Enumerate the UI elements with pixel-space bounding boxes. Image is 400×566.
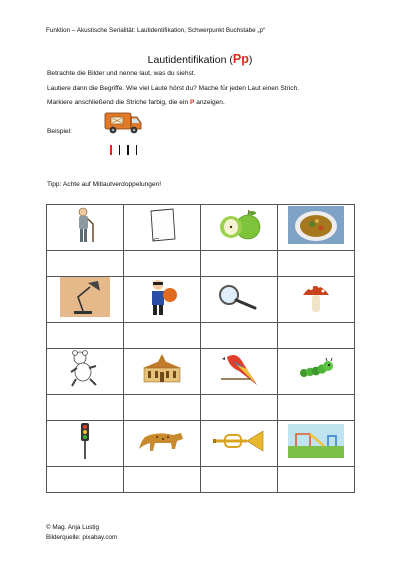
answer-cell[interactable] [124, 251, 201, 277]
grid-cell [124, 349, 201, 395]
answer-cell[interactable] [124, 323, 201, 349]
answer-cell[interactable] [278, 323, 355, 349]
answer-cell[interactable] [47, 467, 124, 493]
instruction-1: Betrachte die Bilder und nenne laut, was du siehst. [47, 70, 196, 77]
mushroom-icon [301, 279, 331, 320]
sound-stroke [127, 145, 129, 155]
grid-cell [47, 277, 124, 323]
grid-cell [47, 349, 124, 395]
answer-cell[interactable] [201, 395, 278, 421]
answer-cell[interactable] [278, 251, 355, 277]
trumpet-icon [211, 428, 267, 459]
answer-cell[interactable] [201, 251, 278, 277]
paper-sheet-icon [145, 207, 179, 248]
title-letters: Pp [232, 52, 249, 66]
grid-cell [124, 421, 201, 467]
instruction-3: Markiere anschließend die Striche farbig, die ein P anzeigen. [47, 99, 225, 106]
answer-cell[interactable] [278, 395, 355, 421]
leopard-icon [137, 427, 187, 460]
example-label: Beispiel: [47, 128, 72, 135]
answer-cell[interactable] [47, 323, 124, 349]
answer-cell[interactable] [278, 467, 355, 493]
footer-source: Bilderquelle: pixabay.com [46, 534, 118, 541]
sound-stroke [110, 145, 112, 155]
grid-cell [124, 277, 201, 323]
grid-cell [201, 349, 278, 395]
grid-cell [278, 277, 355, 323]
answer-cell[interactable] [201, 323, 278, 349]
old-man-with-cane-icon [70, 205, 100, 250]
sound-stroke [119, 145, 121, 155]
magnifier-icon [217, 283, 261, 316]
grid-cell [201, 205, 278, 251]
grid-cell [278, 421, 355, 467]
example-strokes [110, 145, 137, 155]
worksheet-title: Lautidentifikation (Pp) [147, 52, 253, 66]
palace-icon [139, 352, 185, 391]
desk-lamp-icon [60, 277, 110, 322]
teddy-bear-icon [68, 349, 102, 394]
answer-cell[interactable] [47, 251, 124, 277]
caterpillar-icon [298, 357, 334, 386]
picture-grid [46, 204, 355, 493]
highlight-letter: P [189, 99, 195, 106]
grid-cell [47, 205, 124, 251]
tip-text: Tipp: Achte auf Mitlautverdoppelungen! [47, 181, 162, 188]
page-header: Funktion – Akustische Serialität: Lautidentifikation, Schwerpunkt Buchstabe „p“ [46, 27, 266, 34]
grid-cell [47, 421, 124, 467]
grid-cell [124, 205, 201, 251]
grid-cell [201, 277, 278, 323]
apples-icon [216, 208, 262, 247]
postal-van-icon [103, 110, 143, 141]
answer-cell[interactable] [201, 467, 278, 493]
sound-stroke [136, 145, 138, 155]
grid-cell [278, 205, 355, 251]
answer-cell[interactable] [124, 395, 201, 421]
soup-bowl-icon [288, 206, 344, 249]
grid-cell [201, 421, 278, 467]
playground-icon [288, 424, 344, 463]
traffic-light-icon [77, 421, 93, 466]
grid-cell [278, 349, 355, 395]
thief-with-bag-icon [144, 277, 180, 322]
parrot-icon [217, 349, 261, 394]
footer-copyright: © Mag. Anja Lustig [46, 524, 99, 531]
answer-cell[interactable] [47, 395, 124, 421]
instruction-2: Lautiere dann die Begriffe. Wie viel Laute hörst du? Mache für jeden Laut einen Strich. [47, 85, 300, 92]
answer-cell[interactable] [124, 467, 201, 493]
